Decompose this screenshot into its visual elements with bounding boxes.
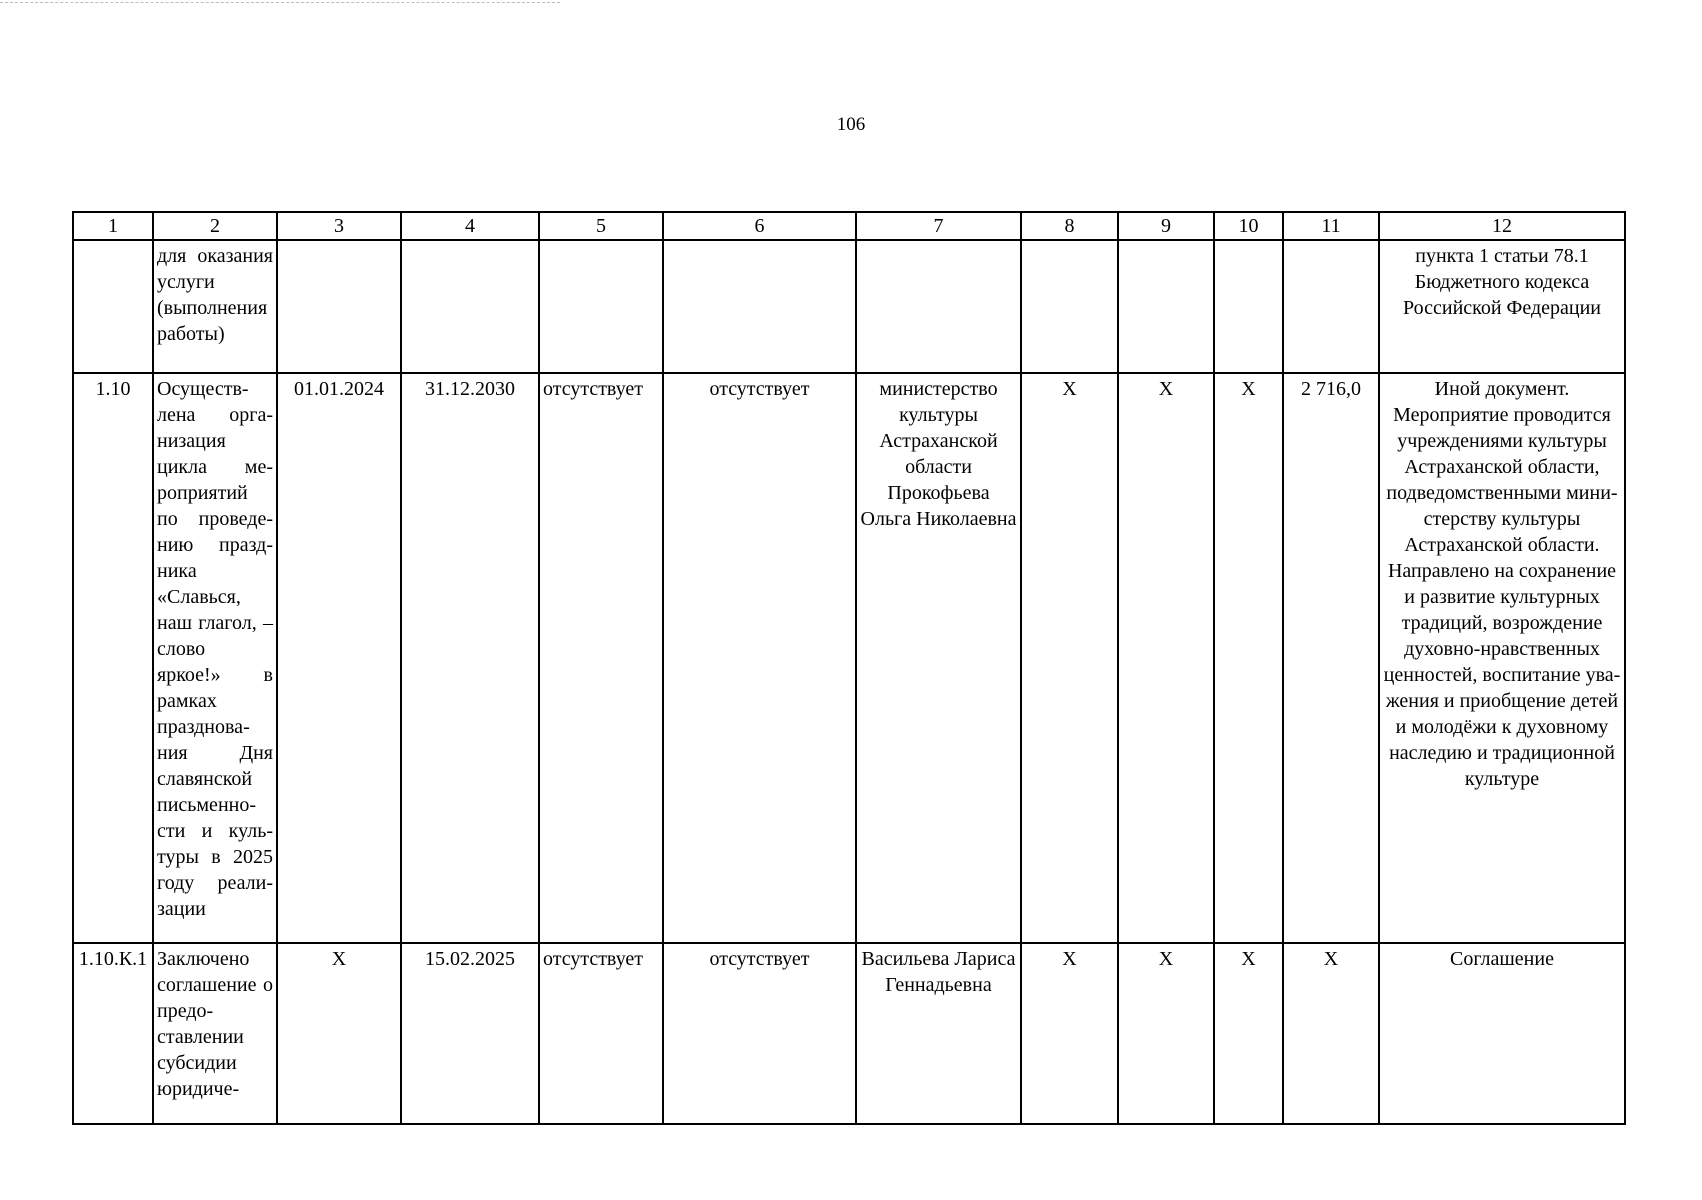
- cell-number: 1.10: [73, 373, 153, 943]
- table-row: [73, 373, 1625, 943]
- cell-end-date: 15.02.2025: [401, 943, 539, 1124]
- cell-start-date: 01.01.2024: [277, 373, 401, 943]
- header-cell: 7: [856, 212, 1021, 240]
- header-cell: 12: [1379, 212, 1625, 240]
- cell-number: [73, 240, 153, 373]
- cell-col9: [1118, 240, 1214, 373]
- cell-event-name: Осуществлена организация цикла мероприятий по проведению праздника «Славься, наш глагол, – слово яркое!» в рамках празднования Дня славянской письменности и культуры в 2025 году реализации: [153, 373, 277, 943]
- cell-col9: X: [1118, 373, 1214, 943]
- header-cell: 10: [1214, 212, 1283, 240]
- cell-responsible: министерство культуры Астраханской области Прокофьева Ольга Николаевна: [856, 373, 1021, 943]
- header-cell: 11: [1283, 212, 1379, 240]
- cell-col5: отсутствует: [539, 943, 663, 1124]
- cell-document: пункта 1 статьи 78.1 Бюджетного кодекса Российской Федерации: [1379, 240, 1625, 373]
- cell-end-date: 31.12.2030: [401, 373, 539, 943]
- cell-responsible: [856, 240, 1021, 373]
- cell-event-name: для оказания услуги (выполнения работы): [153, 240, 277, 373]
- cell-col5: отсутствует: [539, 373, 663, 943]
- header-cell: 9: [1118, 212, 1214, 240]
- cell-col6: [663, 240, 856, 373]
- cell-col8: X: [1021, 373, 1118, 943]
- header-cell: 2: [153, 212, 277, 240]
- cell-number: 1.10.К.1: [73, 943, 153, 1124]
- cell-col5: [539, 240, 663, 373]
- header-cell: 1: [73, 212, 153, 240]
- header-cell: 6: [663, 212, 856, 240]
- header-cell: 4: [401, 212, 539, 240]
- cell-col6: отсутствует: [663, 943, 856, 1124]
- cell-event-name: Заключено соглашение о предоставлении субсидии юридиче-: [153, 943, 277, 1124]
- cell-end-date: [401, 240, 539, 373]
- cell-start-date: X: [277, 943, 401, 1124]
- cell-col6: отсутствует: [663, 373, 856, 943]
- header-cell: 8: [1021, 212, 1118, 240]
- header-cell: 5: [539, 212, 663, 240]
- page-number: 106: [836, 114, 866, 135]
- cell-col10: [1214, 240, 1283, 373]
- cell-document: Иной документ. Мероприятие проводится учреждениями культуры Астраханской области, подведомственными министерству культуры Астраханской области. Направлено на сохранение и развитие культурных традиций, возрождение духовно-нравственных ценностей, воспитание уважения и приобщение детей и молодёжи к духовному наследию и традиционной культуре: [1379, 373, 1625, 943]
- cell-amount: [1283, 240, 1379, 373]
- table-row: [73, 943, 1625, 1124]
- scan-artifact-line: [0, 2, 560, 3]
- cell-col10: X: [1214, 943, 1283, 1124]
- cell-col10: X: [1214, 373, 1283, 943]
- cell-amount: X: [1283, 943, 1379, 1124]
- cell-col8: [1021, 240, 1118, 373]
- cell-start-date: [277, 240, 401, 373]
- cell-responsible: Васильева Лариса Геннадьевна: [856, 943, 1021, 1124]
- cell-col9: X: [1118, 943, 1214, 1124]
- cell-col8: X: [1021, 943, 1118, 1124]
- cell-amount: 2 716,0: [1283, 373, 1379, 943]
- data-table: [72, 211, 1626, 1125]
- header-row: [73, 212, 1625, 240]
- table-row: [73, 240, 1625, 373]
- cell-document: Соглашение: [1379, 943, 1625, 1124]
- header-cell: 3: [277, 212, 401, 240]
